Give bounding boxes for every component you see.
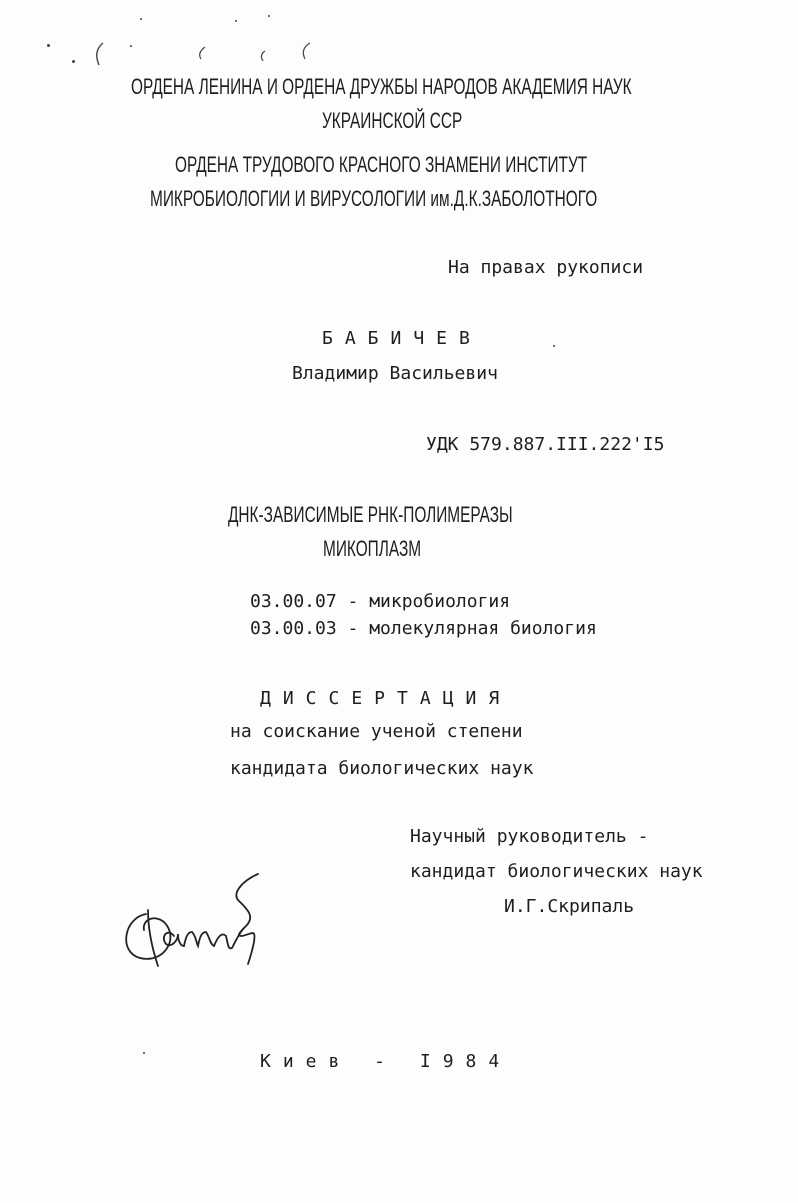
rights-note: На правах рукописи xyxy=(448,257,644,278)
scan-speck xyxy=(143,1052,145,1054)
degree-line-1: на соискание ученой степени xyxy=(230,721,523,742)
city-year: Киев - I984 xyxy=(260,1051,512,1072)
scan-speck xyxy=(47,44,50,47)
header-line-3: ОРДЕНА ТРУДОВОГО КРАСНОГО ЗНАМЕНИ ИНСТИТУТ xyxy=(175,152,588,177)
author-full-name: Владимир Васильевич xyxy=(292,363,498,384)
scan-speck xyxy=(553,345,555,347)
supervisor-degree: кандидат биологических наук xyxy=(410,861,703,882)
scan-speck xyxy=(140,18,142,20)
header-line-2: УКРАИНСКОЙ ССР xyxy=(322,108,463,133)
supervisor-name: И.Г.Скрипаль xyxy=(504,896,635,917)
scan-speck xyxy=(268,15,270,17)
udc-code: УДК 579.887.III.222'I5 xyxy=(426,434,665,455)
scan-marks xyxy=(85,35,325,75)
scan-speck xyxy=(72,60,75,63)
specialty-2: 03.00.03 - молекулярная биология xyxy=(250,618,597,639)
scan-speck xyxy=(235,20,237,22)
handwritten-signature xyxy=(112,866,272,978)
specialty-1: 03.00.07 - микробиология xyxy=(250,591,511,612)
thesis-title-line-1: ДНК-ЗАВИСИМЫЕ РНК-ПОЛИМЕРАЗЫ xyxy=(228,502,513,527)
document-type: ДИССЕРТАЦИЯ xyxy=(260,688,512,709)
supervisor-title: Научный руководитель - xyxy=(410,826,649,847)
degree-line-2: кандидата биологических наук xyxy=(230,758,534,779)
thesis-title-line-2: МИКОПЛАЗМ xyxy=(323,536,422,561)
header-line-1: ОРДЕНА ЛЕНИНА И ОРДЕНА ДРУЖБЫ НАРОДОВ АКАДЕМИЯ НАУК xyxy=(131,74,632,99)
author-surname: БАБИЧЕВ xyxy=(322,328,482,349)
header-line-4: МИКРОБИОЛОГИИ И ВИРУСОЛОГИИ им.Д.К.ЗАБОЛОТНОГО xyxy=(150,186,598,211)
